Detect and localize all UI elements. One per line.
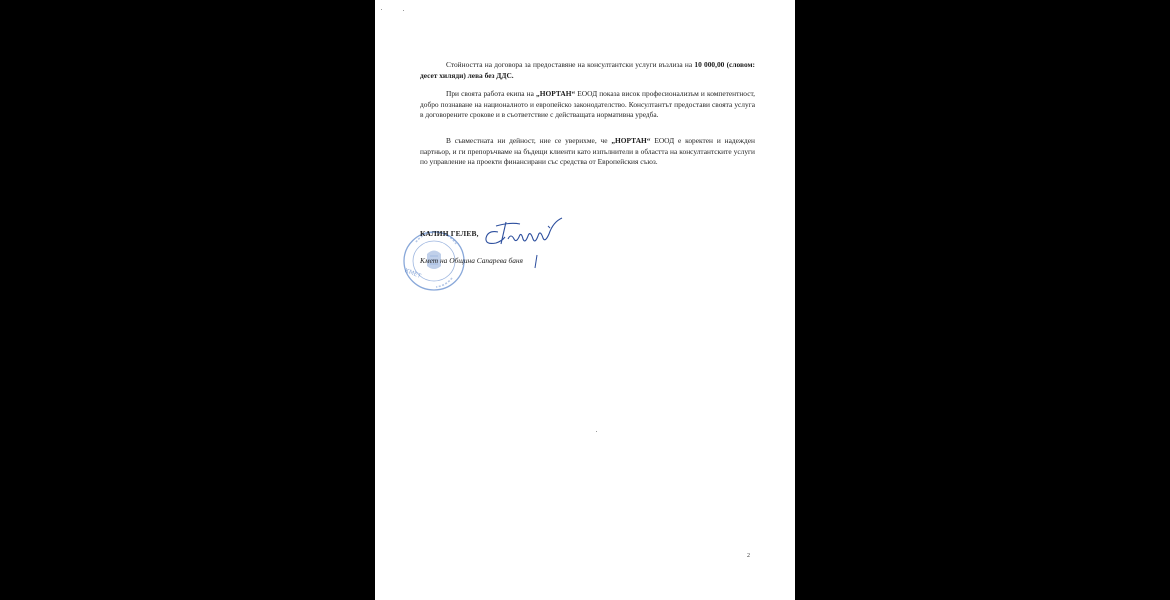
company-name: „НОРТАН“ <box>611 136 651 145</box>
company-name: „НОРТАН“ <box>536 89 576 98</box>
paragraph-recommendation <box>420 136 755 177</box>
paragraph-team-performance <box>420 89 755 130</box>
contract-amount: 10 000,00 (словом: десет хиляди) лева без ДДС. <box>420 60 755 80</box>
paragraph-text: ЕООД показа висок професионализъм и компетентност, добро познаване на националното и европейско законодателство. Консултантът предостави своята услуга в договорените срокове и в съответствие с действащата нормативна уредба. <box>420 89 755 119</box>
signature-mark <box>533 254 539 270</box>
paragraph-text: ЕООД е коректен и надежден партньор, и ги препоръчваме на бъдещи клиенти като изпълнители в областта на консултантските услуги по управление на проекти финансирани със средства от Европейския съюз. <box>420 136 755 166</box>
page-number: 2 <box>747 553 750 559</box>
signer-name: КАЛИН ГЕЛЕВ, <box>420 229 479 238</box>
document-page <box>375 0 795 600</box>
scan-speck <box>596 431 597 432</box>
signer-role: Кмет на Община Сапарева баня <box>420 256 523 265</box>
paragraph-text: Стойността на договора за предоставяне на консултантски услуги възлиза на <box>446 60 695 69</box>
paragraph-contract-value <box>420 60 755 90</box>
scan-speck <box>381 9 382 10</box>
paragraph-text: При своята работа екипа на <box>446 89 537 98</box>
scan-speck <box>403 10 404 11</box>
paragraph-text: В съвместната ни дейност, ние се уверихме, че <box>446 136 612 145</box>
handwritten-signature <box>480 212 570 250</box>
stamp-text: КМЕТ <box>403 267 422 280</box>
